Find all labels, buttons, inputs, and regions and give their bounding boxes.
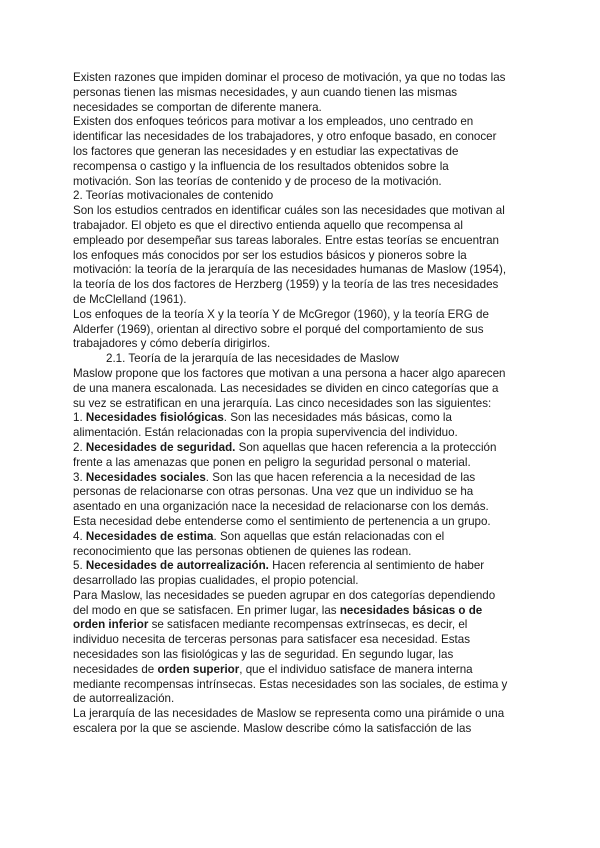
text-line bbox=[73, 604, 536, 619]
bold-term: orden inferior bbox=[73, 618, 149, 632]
text-line: Esta necesidad debe entenderse como el sentimiento de pertenencia a un grupo. bbox=[73, 514, 491, 528]
text-line: personas de relacionarse con otras personas. Una vez que un individuo se ha bbox=[73, 485, 474, 499]
text-run: del modo en que se satisfacen. En primer lugar, las bbox=[73, 603, 340, 617]
text-line bbox=[73, 663, 536, 678]
text-line: Existen dos enfoques teóricos para motivar a los empleados, uno centrado en bbox=[73, 115, 474, 129]
bold-term: Necesidades sociales bbox=[85, 470, 206, 484]
bold-term: orden superior bbox=[157, 662, 240, 676]
text-run: . Son las necesidades más básicas, como la bbox=[223, 411, 452, 425]
text-line: Para Maslow, las necesidades se pueden agrupar en dos categorías dependiendo bbox=[73, 588, 496, 602]
text-line: motivación: la teoría de la jerarquía de las necesidades humanas de Maslow (1954), bbox=[73, 263, 507, 277]
text-line: de autorrealización. bbox=[73, 692, 175, 706]
text-line: necesidades se comportan de diferente manera. bbox=[73, 100, 322, 114]
text-line: individuo necesita de terceras personas para satisfacer esa necesidad. Estas bbox=[73, 633, 470, 647]
list-number: 5. bbox=[73, 559, 86, 573]
text-line: desarrollado las propias cualidades, el propio potencial. bbox=[73, 574, 359, 588]
text-line: trabajadores y cómo debería dirigirlos. bbox=[73, 337, 271, 351]
text-line: necesidades son las fisiológicas y las de seguridad. En segundo lugar, las bbox=[73, 648, 454, 662]
text-run: Hacen referencia al sentimiento de haber bbox=[268, 559, 485, 573]
list-number: 2. bbox=[73, 440, 86, 454]
text-line: Son los estudios centrados en identificar cuáles son las necesidades que motivan al bbox=[73, 204, 505, 218]
text-line: motivación. Son las teorías de contenido y de proceso de la motivación. bbox=[73, 174, 442, 188]
text-line: alimentación. Están relacionadas con la propia supervivencia del individuo. bbox=[73, 426, 458, 440]
section-heading: 2. Teorías motivacionales de contenido bbox=[73, 189, 274, 203]
text-line: los factores que generan las necesidades y en estudiar las expectativas de bbox=[73, 144, 459, 158]
list-item-social bbox=[73, 471, 536, 486]
text-line: recompensa o castigo y la influencia de los resultados obtenidos sobre la bbox=[73, 159, 449, 173]
text-line: de McClelland (1961). bbox=[73, 292, 187, 306]
text-run: Son aquellas que hacen referencia a la protección bbox=[235, 440, 497, 454]
text-line: personas tienen las mismas necesidades, y aun cuando tienen las mismas bbox=[73, 85, 458, 99]
text-run: , que el individuo satisface de manera interna bbox=[239, 662, 473, 676]
text-run: . Son aquellas que están relacionadas con el bbox=[213, 529, 445, 543]
text-line bbox=[73, 618, 536, 633]
text-line: su vez se estratifican en una jerarquía. Las cinco necesidades son las siguientes: bbox=[73, 396, 492, 410]
list-item-esteem bbox=[73, 530, 536, 545]
text-line: empleado por desempeñar sus tareas laborales. Entre estas teorías se encuentran bbox=[73, 233, 499, 247]
text-line: trabajador. El objeto es que el directivo entienda aquello que recompensa al bbox=[73, 218, 463, 232]
list-number: 4. bbox=[73, 529, 86, 543]
list-number: 3. bbox=[73, 470, 86, 484]
list-item-physiological bbox=[73, 411, 536, 426]
subsection-heading: 2.1. Teoría de la jerarquía de las necesidades de Maslow bbox=[106, 352, 400, 366]
bold-term: Necesidades fisiológicas bbox=[85, 411, 224, 425]
text-run: se satisfacen mediante recompensas extrínsecas, es decir, el bbox=[148, 618, 468, 632]
text-run: . Son las que hacen referencia a la necesidad de las bbox=[205, 470, 476, 484]
text-line: Alderfer (1969), orientan al directivo sobre el porqué del comportamiento de sus bbox=[73, 322, 484, 336]
list-item-safety bbox=[73, 441, 536, 456]
text-line: La jerarquía de las necesidades de Maslow se representa como una pirámide o una bbox=[73, 707, 505, 721]
text-line: frente a las amenazas que ponen en peligro la seguridad personal o material. bbox=[73, 455, 471, 469]
text-line: Maslow propone que los factores que motivan a una persona a hacer algo aparecen bbox=[73, 366, 506, 380]
text-line: mediante recompensas intrínsecas. Estas necesidades son las sociales, de estima y bbox=[73, 677, 508, 691]
text-line: Los enfoques de la teoría X y la teoría Y de McGregor (1960), y la teoría ERG de bbox=[73, 307, 489, 321]
bold-term: Necesidades de autorrealización. bbox=[85, 559, 269, 573]
text-line: escalera por la que se asciende. Maslow describe cómo la satisfacción de las bbox=[73, 722, 472, 736]
list-number: 1. bbox=[73, 411, 86, 425]
text-line: identificar las necesidades de los trabajadores, y otro enfoque basado, en conocer bbox=[73, 130, 497, 144]
text-line: asentado en una organización nace la necesidad de relacionarse con los demás. bbox=[73, 500, 489, 514]
bold-term: necesidades básicas o de bbox=[339, 603, 483, 617]
bold-term: Necesidades de estima bbox=[85, 529, 214, 543]
text-line: la teoría de los dos factores de Herzberg (1959) y la teoría de las tres necesidades bbox=[73, 278, 499, 292]
text-run: necesidades de bbox=[73, 662, 158, 676]
text-line: Existen razones que impiden dominar el proceso de motivación, ya que no todas las bbox=[73, 71, 506, 84]
text-line: los enfoques más conocidos por ser los estudios básicos y pioneros sobre la bbox=[73, 248, 467, 262]
list-item-self-actualization bbox=[73, 559, 536, 574]
bold-term: Necesidades de seguridad. bbox=[85, 440, 236, 454]
text-line: de una manera escalonada. Las necesidades se dividen en cinco categorías que a bbox=[73, 381, 499, 395]
text-line: reconocimiento que las personas obtienen de quienes las rodean. bbox=[73, 544, 412, 558]
